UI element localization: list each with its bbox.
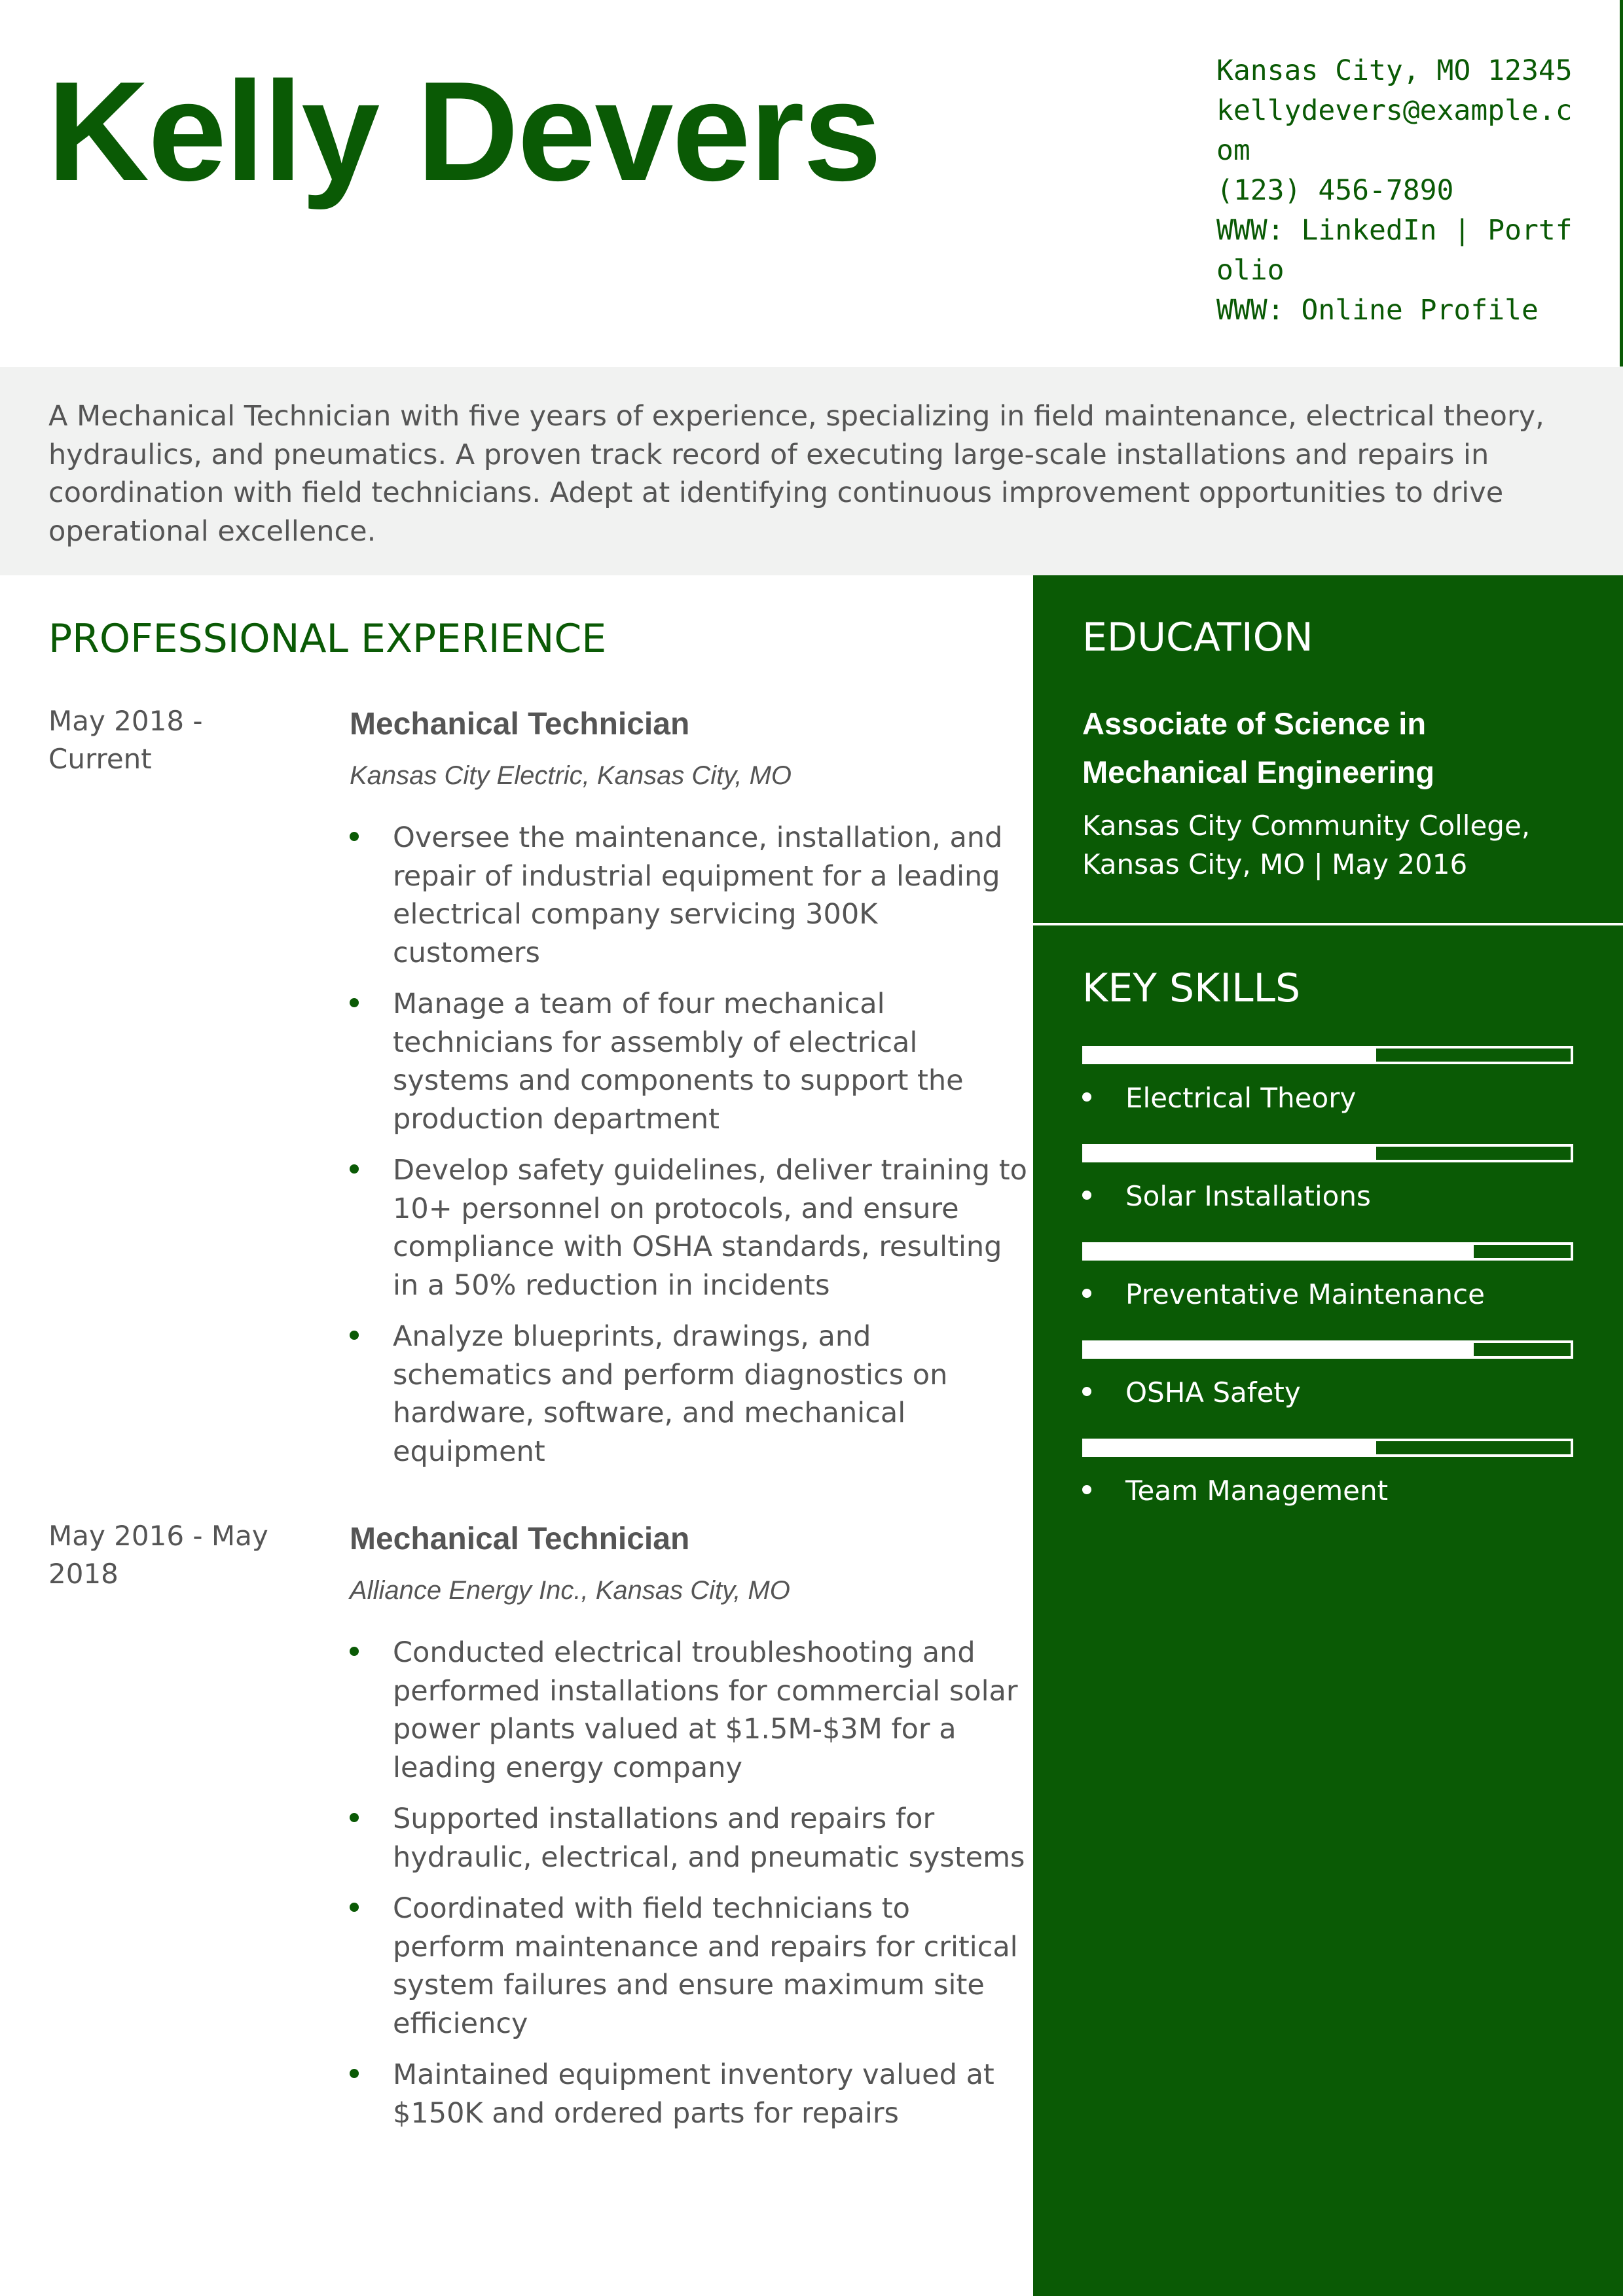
skill-level-bar [1082, 1242, 1573, 1261]
skill-level-fill [1085, 1049, 1376, 1062]
education-heading: EDUCATION [1082, 615, 1313, 660]
contact-email[interactable]: kellydevers@example.com [1216, 94, 1573, 167]
skill-level-fill [1085, 1441, 1376, 1454]
bullet-dot-icon [1082, 1387, 1091, 1396]
skill-label: Preventative Maintenance [1125, 1278, 1485, 1310]
contact-phone: (123) 456-7890 [1216, 174, 1454, 207]
bullet-dot-icon [350, 2069, 359, 2078]
bullet-dot-icon [1082, 1485, 1091, 1494]
bullet-dot-icon [350, 998, 359, 1007]
bullet-dot-icon [350, 1903, 359, 1912]
job-bullet [350, 1800, 1030, 1876]
job-dates: May 2016 - May 2018 [48, 1520, 268, 1590]
skill-label: Team Management [1125, 1475, 1389, 1507]
job-bullet-text: Analyze blueprints, drawings, and schematics and perform diagnostics on hardware, software, and mechanical equipment [393, 1320, 948, 1468]
bullet-dot-icon [1082, 1092, 1091, 1102]
bullet-dot-icon [350, 1331, 359, 1340]
education-degree: Associate of Science in Mechanical Engineering [1082, 706, 1435, 789]
job-bullet-text: Conducted electrical troubleshooting and performed installations for commercial solar power plants valued at $1.5M-$3M for a leading energy company [393, 1636, 1018, 1784]
job-title: Mechanical Technician [350, 1522, 690, 1556]
job-bullet [350, 1151, 1030, 1304]
contact-block [1216, 51, 1583, 331]
summary-text: A Mechanical Technician with five years of experience, specializing in field maintenance, electrical theory, hydraulics, and pneumatics. A proven track record of executing large-scale installations and repairs in coordination with field technicians. Adept at identifying continuous improvement opportunities to drive operational excellence. [48, 400, 1544, 548]
job-bullet-list [350, 819, 1030, 1484]
job-title: Mechanical Technician [350, 707, 690, 742]
job-dates: May 2018 - Current [48, 705, 203, 775]
bullet-dot-icon [1082, 1191, 1091, 1200]
contact-online-profile[interactable]: WWW: Online Profile [1216, 294, 1539, 327]
skill-label: Electrical Theory [1125, 1082, 1357, 1114]
job-bullet-text: Manage a team of four mechanical technicians for assembly of electrical systems and components to support the production department [393, 988, 964, 1136]
bullet-dot-icon [350, 1647, 359, 1656]
skill-item [1082, 1340, 1573, 1439]
skill-item [1082, 1046, 1573, 1144]
summary-section [0, 367, 1623, 575]
bullet-dot-icon [350, 1164, 359, 1174]
page-edge-accent [1620, 0, 1623, 367]
skill-level-fill [1085, 1147, 1376, 1160]
skill-level-bar [1082, 1439, 1573, 1457]
skill-label: Solar Installations [1125, 1180, 1371, 1212]
job-bullet-list [350, 1634, 1030, 2145]
experience-heading: PROFESSIONAL EXPERIENCE [48, 616, 607, 662]
skill-level-bar [1082, 1144, 1573, 1162]
skill-item [1082, 1439, 1573, 1537]
sidebar [1033, 575, 1623, 2296]
job-bullet [350, 1634, 1030, 1787]
job-bullet-text: Supported installations and repairs for hydraulic, electrical, and pneumatic systems [393, 1803, 1025, 1874]
job-bullet [350, 1890, 1030, 2043]
skill-label: OSHA Safety [1125, 1376, 1301, 1408]
contact-links[interactable]: WWW: LinkedIn | Portfolio [1216, 214, 1573, 287]
job-company: Alliance Energy Inc., Kansas City, MO [350, 1576, 790, 1605]
skill-level-bar [1082, 1046, 1573, 1064]
education-school: Kansas City Community College, Kansas City, MO | May 2016 [1082, 810, 1531, 880]
skill-item [1082, 1144, 1573, 1242]
job-bullet [350, 2056, 1030, 2132]
bullet-dot-icon [350, 1813, 359, 1822]
job-company: Kansas City Electric, Kansas City, MO [350, 761, 792, 790]
sidebar-divider [1033, 923, 1623, 925]
skill-level-fill [1085, 1245, 1474, 1258]
bullet-dot-icon [350, 832, 359, 841]
job-bullet-text: Oversee the maintenance, installation, and repair of industrial equipment for a leading electrical company servicing 300K customers [393, 821, 1003, 969]
skill-item [1082, 1242, 1573, 1340]
job-bullet-text: Coordinated with field technicians to perform maintenance and repairs for critical system failures and ensure maximum site efficiency [393, 1892, 1018, 2040]
bullet-dot-icon [1082, 1289, 1091, 1298]
job-bullet [350, 985, 1030, 1138]
job-bullet-text: Maintained equipment inventory valued at $150K and ordered parts for repairs [393, 2058, 994, 2130]
job-bullet [350, 1318, 1030, 1471]
skills-list [1082, 1046, 1573, 1537]
candidate-name: Kelly Devers [47, 52, 881, 210]
skill-level-fill [1085, 1343, 1474, 1356]
contact-address: Kansas City, MO 12345 [1216, 54, 1573, 87]
skill-level-bar [1082, 1340, 1573, 1359]
job-bullet [350, 819, 1030, 972]
skills-heading: KEY SKILLS [1082, 965, 1301, 1011]
job-bullet-text: Develop safety guidelines, deliver training to 10+ personnel on protocols, and ensure compliance with OSHA standards, resulting in a 50% reduction in incidents [393, 1154, 1027, 1302]
